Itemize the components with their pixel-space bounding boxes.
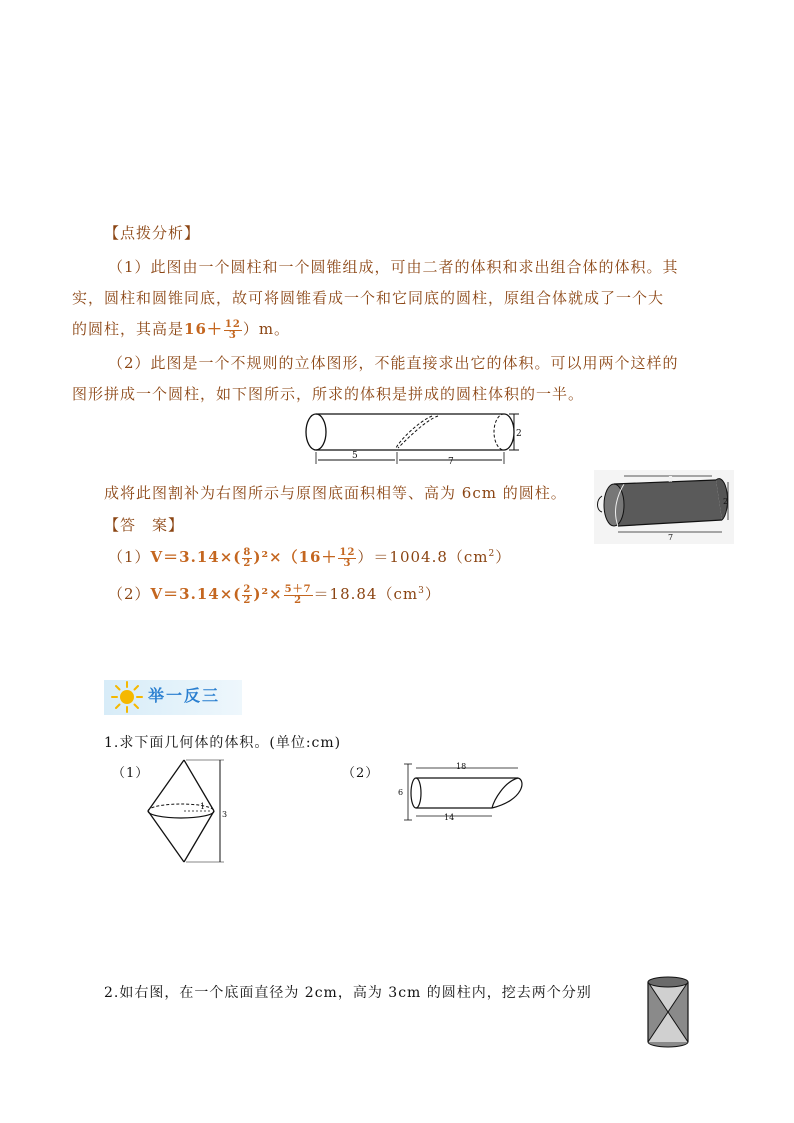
- double-cone-figure: [140, 756, 240, 866]
- analysis-heading: 【点拨分析】: [104, 224, 201, 242]
- cyl-label-5: 5: [352, 451, 358, 461]
- exercise1-question: 1.求下面几何体的体积。(单位:cm): [104, 735, 342, 751]
- section-title: 举一反三: [148, 686, 221, 705]
- fraction: $\frac{12}{3}$: [224, 318, 241, 341]
- analysis-p1-line2: 实，圆柱和圆锥同底，故可将圆锥看成一个和它同底的圆柱，原组合体就成了一个大: [72, 289, 665, 307]
- analysis-p1-line3: 的圆柱，其高是16＋ $\frac{12}{3}$ ）m。: [72, 318, 291, 341]
- fig1-radius-label: 1: [200, 802, 206, 811]
- answer-1: （1）V＝3.14×( $\frac{8}{2}$ )²×（16＋ $\frac{12}{3}$ ）$=1004.8(cm^2)$: [108, 546, 512, 569]
- exercise1-label-1: （1）: [112, 766, 150, 781]
- fig2-bottom-label: 14: [444, 813, 455, 822]
- sun-icon: [110, 680, 144, 714]
- analysis-p3-line: 成将此图割补为右图所示与原图底面积相等、高为 6cm 的圆柱。: [104, 484, 567, 502]
- hollow-cylinder-figure: [644, 974, 692, 1050]
- split-label-7: 7: [668, 533, 674, 542]
- exercise2-question: 2.如右图，在一个底面直径为 2cm，高为 3cm 的圆柱内，挖去两个分别: [104, 985, 592, 1001]
- split-label-5: 5: [668, 475, 674, 484]
- fig2-side-label: 6: [398, 788, 404, 797]
- analysis-p2-line2: 图形拼成一个圆柱，如下图所示，所求的体积是拼成的圆柱体积的一半。: [72, 385, 585, 403]
- fig1-height-label: 3: [222, 810, 228, 819]
- analysis-p1-line1: （1）此图由一个圆柱和一个圆锥组成，可由二者的体积和求出组合体的体积。其: [108, 258, 679, 276]
- slanted-cylinder-figure: [396, 760, 530, 826]
- exercise1-label-2: （2）: [342, 766, 380, 781]
- cyl-label-2: 2: [516, 429, 522, 439]
- cylinder-figure: [300, 410, 525, 468]
- split-label-2: 2: [723, 497, 729, 506]
- analysis-p2-line1: （2）此图是一个不规则的立体图形，不能直接求出它的体积。可以用两个这样的: [108, 354, 679, 372]
- fig2-top-label: 18: [456, 762, 467, 771]
- cyl-label-7: 7: [448, 457, 454, 467]
- answer-2: （2）V＝3.14×( $\frac{2}{2}$ )²× $\frac{5+7}{2}$ $=18.84(cm^3)$: [108, 583, 441, 606]
- split-cylinder-figure: [594, 470, 734, 544]
- answer-heading: 【答 案】: [104, 516, 185, 534]
